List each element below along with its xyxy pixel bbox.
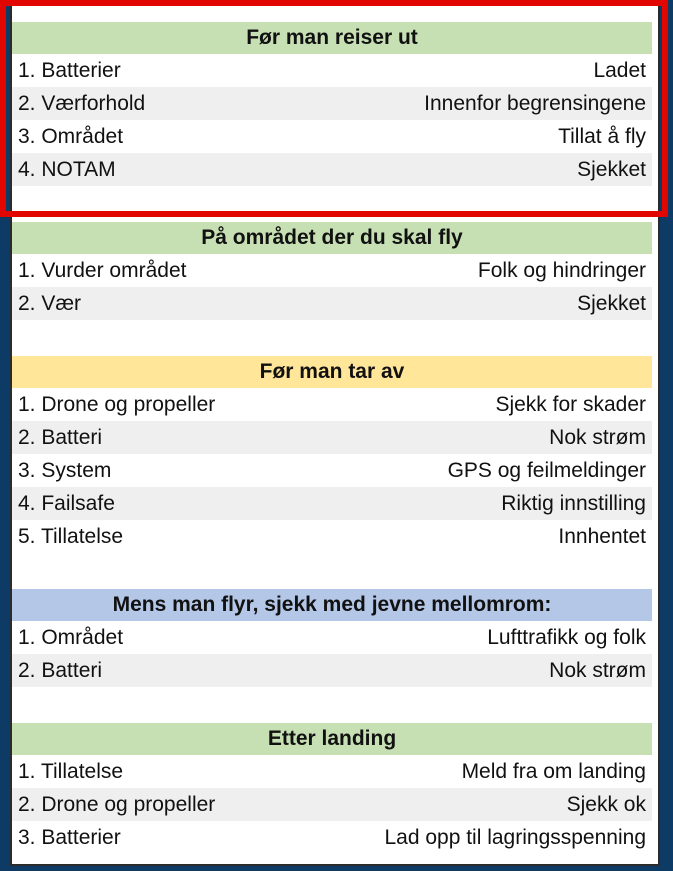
list-item [12, 87, 652, 120]
section-during-flight [12, 589, 652, 687]
item-label: 2. Batteri [18, 658, 103, 682]
item-label: 2. Værforhold [18, 91, 146, 115]
item-status: Meld fra om landing [461, 759, 646, 783]
list-item [12, 153, 652, 186]
item-status: Folk og hindringer [477, 258, 646, 282]
item-status: Nok strøm [549, 425, 646, 449]
item-label: 2. Batteri [18, 425, 103, 449]
item-status: Sjekket [577, 157, 646, 181]
item-status: Sjekket [577, 291, 646, 315]
item-label: 1. Vurder området [18, 258, 187, 282]
item-label: 1. Tillatelse [18, 759, 124, 783]
item-label: 1. Batterier [18, 58, 121, 82]
list-item [12, 287, 652, 320]
item-label: 5. Tillatelse [18, 524, 124, 548]
section-at-site [12, 222, 652, 320]
list-item [12, 821, 652, 854]
list-item [12, 487, 652, 520]
item-status: Nok strøm [549, 658, 646, 682]
item-status: Sjekk for skader [495, 392, 646, 416]
list-item [12, 788, 652, 821]
item-status: Sjekk ok [566, 792, 646, 816]
list-item [12, 54, 652, 87]
section-before-travel [12, 22, 652, 186]
section-title: Før man reiser ut [12, 22, 652, 54]
item-label: 2. Drone og propeller [18, 792, 216, 816]
item-label: 3. Området [18, 124, 124, 148]
list-item [12, 755, 652, 788]
section-before-takeoff [12, 356, 652, 553]
item-status: Ladet [593, 58, 646, 82]
list-item [12, 621, 652, 654]
item-status: Riktig innstilling [501, 491, 646, 515]
item-status: GPS og feilmeldinger [447, 458, 646, 482]
item-label: 1. Drone og propeller [18, 392, 216, 416]
item-status: Lufttrafikk og folk [487, 625, 646, 649]
item-label: 1. Området [18, 625, 124, 649]
section-after-landing [12, 723, 652, 854]
item-label: 3. Batterier [18, 825, 121, 849]
list-item [12, 454, 652, 487]
item-label: 4. NOTAM [18, 157, 116, 181]
item-status: Lad opp til lagringsspenning [384, 825, 646, 849]
section-title: Etter landing [12, 723, 652, 755]
list-item [12, 421, 652, 454]
list-item [12, 520, 652, 553]
item-status: Tillat å fly [558, 124, 646, 148]
list-item [12, 654, 652, 687]
section-title: Før man tar av [12, 356, 652, 388]
item-status: Innenfor begrensingene [424, 91, 646, 115]
section-title: På området der du skal fly [12, 222, 652, 254]
item-label: 3. System [18, 458, 112, 482]
section-title: Mens man flyr, sjekk med jevne mellomrom: [12, 589, 652, 621]
list-item [12, 388, 652, 421]
list-item [12, 120, 652, 153]
item-label: 4. Failsafe [18, 491, 115, 515]
item-label: 2. Vær [18, 291, 82, 315]
list-item [12, 254, 652, 287]
item-status: Innhentet [558, 524, 646, 548]
